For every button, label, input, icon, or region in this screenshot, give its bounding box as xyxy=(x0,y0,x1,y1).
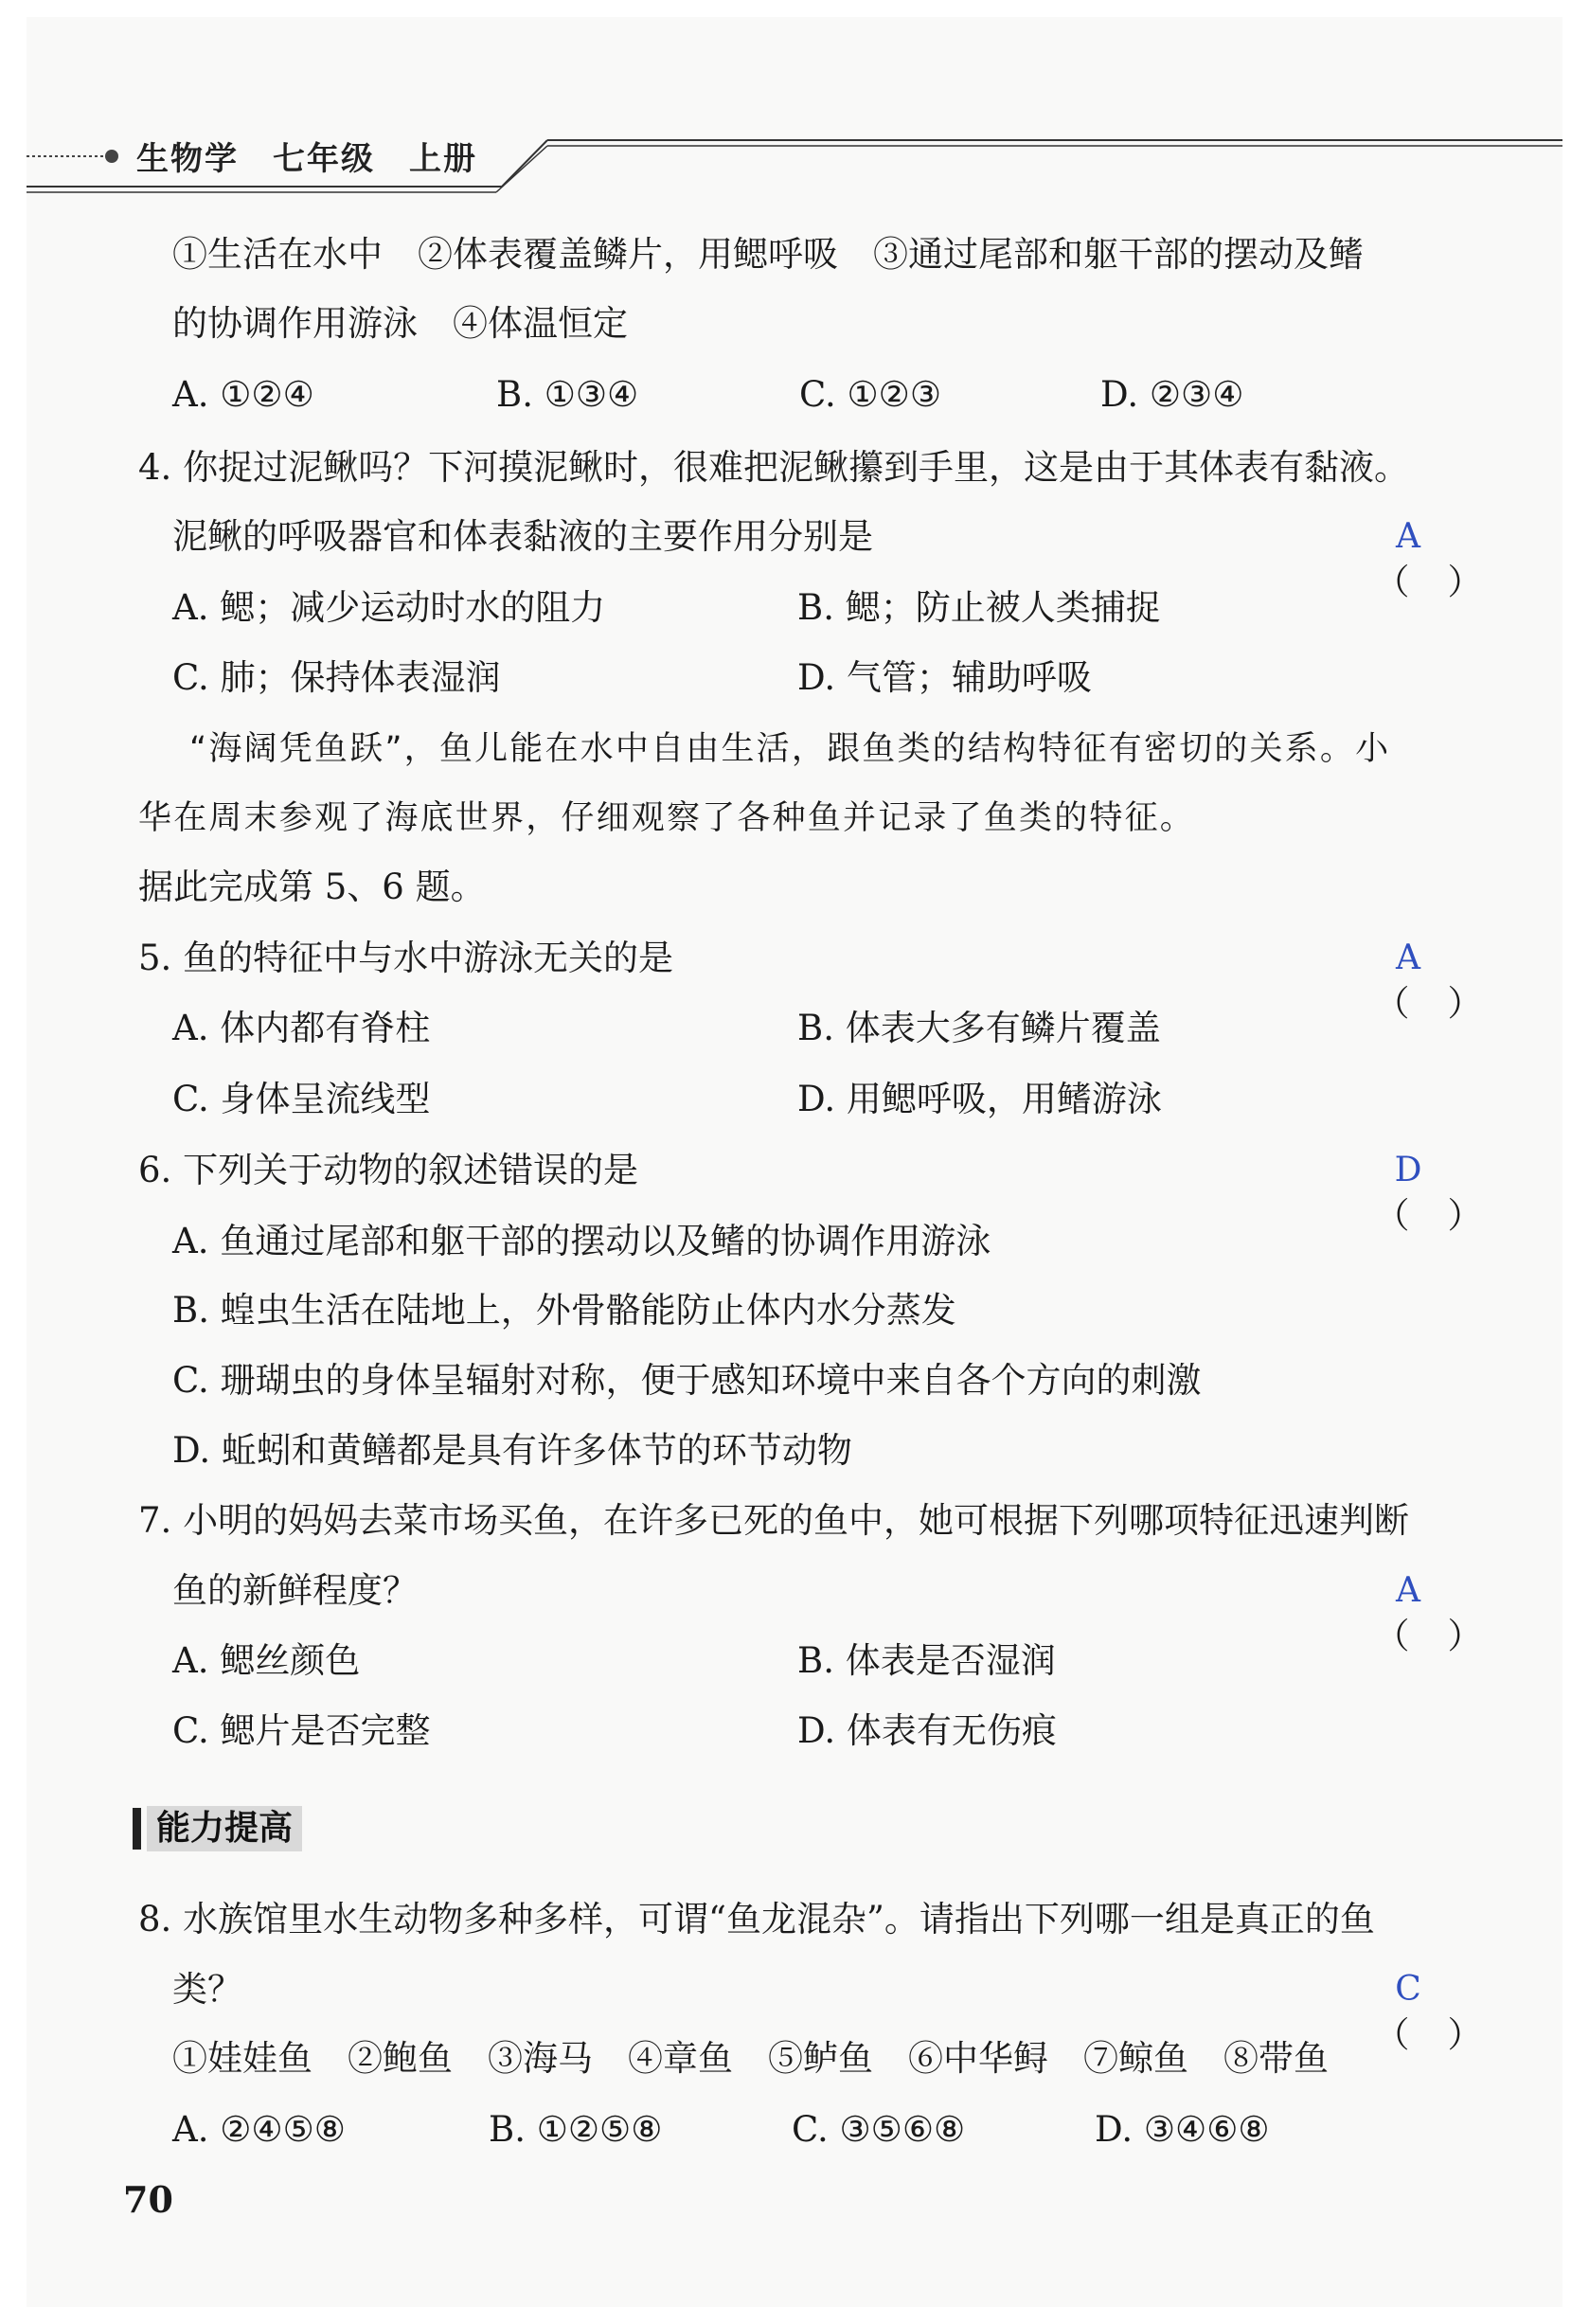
q6-answer-bracket xyxy=(1352,1148,1483,1284)
section-bar xyxy=(133,1808,141,1850)
section-header xyxy=(133,1804,302,1853)
q5-option-b: B. 体表大多有鳞片覆盖 xyxy=(797,1008,1161,1048)
bracket-close: ） xyxy=(1447,1195,1483,1236)
q7-answer-bracket xyxy=(1352,1568,1483,1705)
bracket-open: （ xyxy=(1374,983,1410,1024)
q7-option-b: B. 体表是否湿润 xyxy=(797,1640,1056,1681)
section-label: 能力提高 xyxy=(147,1806,302,1851)
q7-text-line2: 鱼的新鲜程度？ xyxy=(172,1570,418,1611)
q3-option-d: D. ②③④ xyxy=(1100,374,1244,415)
q6-option-d: D. 蚯蚓和黄鳝都是具有许多体节的环节动物 xyxy=(172,1430,852,1471)
passage-line2: 华在周末参观了海底世界，仔细观察了各种鱼并记录了鱼类的特征。 xyxy=(138,799,1196,837)
q5-option-a: A. 体内都有脊柱 xyxy=(172,1008,431,1048)
bracket-close: ） xyxy=(1447,983,1483,1024)
q8-items: ①娃娃鱼 ②鲍鱼 ③海马 ④章鱼 ⑤鲈鱼 ⑥中华鲟 ⑦鲸鱼 ⑧带鱼 xyxy=(172,2038,1329,2079)
q3-text-line1: ①生活在水中 ②体表覆盖鳞片，用鳃呼吸 ③通过尾部和躯干部的摆动及鳍 xyxy=(172,234,1364,275)
bracket-close: ） xyxy=(1447,1616,1483,1656)
q6-option-b: B. 蝗虫生活在陆地上，外骨骼能防止体内水分蒸发 xyxy=(172,1290,956,1331)
q8-option-d: D. ③④⑥⑧ xyxy=(1095,2109,1270,2150)
bracket-open: （ xyxy=(1374,1616,1410,1656)
q7-option-c: C. 鳃片是否完整 xyxy=(172,1710,431,1751)
q7-option-a: A. 鳃丝颜色 xyxy=(172,1640,361,1681)
q4-text-line2: 泥鳅的呼吸器官和体表黏液的主要作用分别是 xyxy=(172,516,873,557)
bracket-open: （ xyxy=(1374,1195,1410,1236)
q8-text-line2: 类？ xyxy=(172,1969,242,2010)
q3-option-c: C. ①②③ xyxy=(799,374,942,415)
q8-answer: C xyxy=(1395,1970,1421,2009)
q7-text-line1: 7. 小明的妈妈去菜市场买鱼，在许多已死的鱼中，她可根据下列哪项特征迅速判断 xyxy=(138,1500,1410,1541)
q5-text: 5. 鱼的特征中与水中游泳无关的是 xyxy=(138,938,674,978)
bracket-close: ） xyxy=(1447,2014,1483,2055)
q6-option-c: C. 珊瑚虫的身体呈辐射对称，便于感知环境中来自各个方向的刺激 xyxy=(172,1360,1202,1401)
q8-option-a: A. ②④⑤⑧ xyxy=(172,2109,346,2150)
q4-option-c: C. 肺；保持体表湿润 xyxy=(172,657,501,698)
q4-text-line1: 4. 你捉过泥鳅吗？下河摸泥鳅时，很难把泥鳅攥到手里，这是由于其体表有黏液。 xyxy=(138,447,1410,488)
q7-option-d: D. 体表有无伤痕 xyxy=(797,1710,1057,1751)
q5-option-d: D. 用鳃呼吸，用鳍游泳 xyxy=(797,1079,1162,1119)
q5-answer-bracket xyxy=(1352,936,1483,1072)
q4-option-b: B. 鳃；防止被人类捕捉 xyxy=(797,587,1161,628)
q4-answer-bracket xyxy=(1352,514,1483,651)
bracket-open: （ xyxy=(1374,2014,1410,2055)
bracket-close: ） xyxy=(1447,562,1483,602)
q3-text-line2: 的协调作用游泳 ④体温恒定 xyxy=(172,303,628,344)
header-title: 生物学 七年级 上册 xyxy=(136,140,477,178)
q3-option-a: A. ①②④ xyxy=(172,374,314,415)
q8-answer-bracket xyxy=(1352,1967,1483,2103)
q8-text-line1: 8. 水族馆里水生动物多种多样，可谓“鱼龙混杂”。请指出下列哪一组是真正的鱼 xyxy=(138,1899,1375,1940)
q6-text: 6. 下列关于动物的叙述错误的是 xyxy=(138,1150,639,1190)
passage-line1: “海阔凭鱼跃”，鱼儿能在水中自由生活，跟鱼类的结构特征有密切的关系。小 xyxy=(189,730,1391,768)
q5-option-c: C. 身体呈流线型 xyxy=(172,1079,431,1119)
page-number: 70 xyxy=(123,2178,173,2221)
bracket-open: （ xyxy=(1374,562,1410,602)
q4-option-a: A. 鳃；减少运动时水的阻力 xyxy=(172,587,606,628)
q5-answer: A xyxy=(1396,939,1420,977)
q6-option-a: A. 鱼通过尾部和躯干部的摆动以及鳍的协调作用游泳 xyxy=(172,1221,991,1261)
q6-answer: D xyxy=(1394,1151,1422,1189)
passage-line3: 据此完成第 5、6 题。 xyxy=(138,867,486,907)
q8-option-b: B. ①②⑤⑧ xyxy=(489,2109,663,2150)
q4-answer: A xyxy=(1396,517,1420,556)
q7-answer: A xyxy=(1396,1571,1420,1610)
q3-option-b: B. ①③④ xyxy=(496,374,639,415)
q4-option-d: D. 气管；辅助呼吸 xyxy=(797,657,1092,698)
q8-option-c: C. ③⑤⑥⑧ xyxy=(792,2109,966,2150)
